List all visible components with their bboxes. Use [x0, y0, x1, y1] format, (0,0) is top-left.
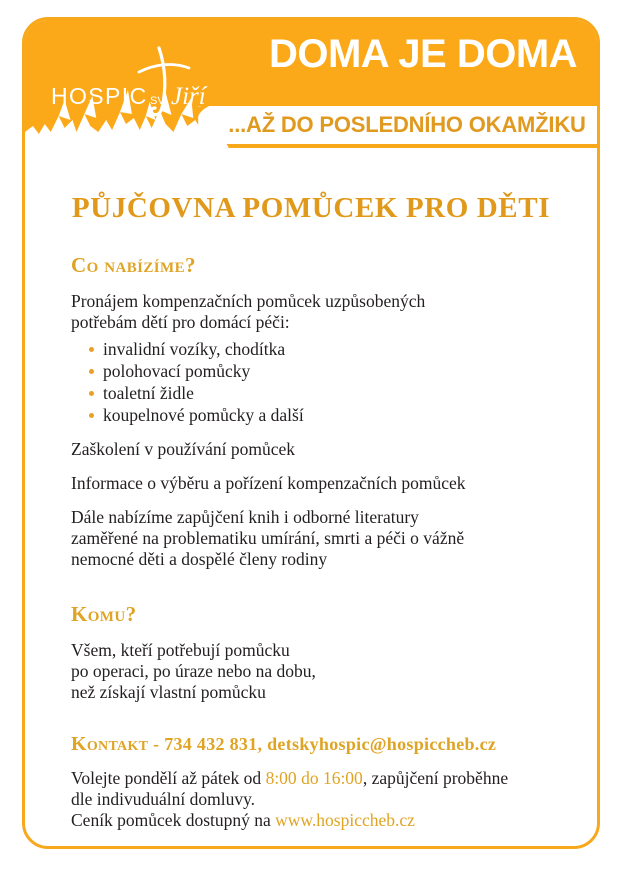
contact-hours-line-2: dle indivuduální domluvy.	[71, 789, 256, 809]
contact-price-prefix: Ceník pomůcek dostupný na	[71, 810, 276, 830]
who-line-1: Všem, kteří potřebují pomůcku	[71, 640, 290, 660]
offer-note-training	[71, 439, 571, 460]
contact-hours-prefix: Volejte pondělí až pátek od	[71, 768, 266, 788]
logo-word: HOSPIC	[51, 83, 148, 109]
who-line-3: než získají vlastní pomůcku	[71, 682, 266, 702]
offer-intro-line-1: Pronájem kompenzačních pomůcek uzpůsobených	[71, 291, 426, 311]
who-line-2: po operaci, po úraze nebo na dobu,	[71, 661, 316, 681]
list-item: toaletní židle	[103, 382, 571, 404]
contact-hours-line-1	[71, 768, 571, 789]
contact-comma: ,	[257, 734, 268, 754]
page-title: PŮJČOVNA POMŮCEK PRO DĚTI	[71, 192, 551, 224]
contact-hours-from: 8:00	[265, 768, 297, 788]
offer-note-info-text: Informace o výběru a pořízení kompenzačních pomůcek	[71, 473, 466, 493]
list-item: polohovací pomůcky	[103, 360, 571, 382]
poster-card	[22, 17, 600, 849]
offer-note-training-text: Zaškolení v používání pomůcek	[71, 439, 296, 459]
contact-website-link[interactable]: www.hospiccheb.cz	[275, 810, 415, 830]
offer-note-library-line-2: zaměřené na problematiku umírání, smrti a péči o vážně	[71, 528, 465, 548]
poster-content	[25, 148, 597, 846]
contact-hours-mid: do	[296, 768, 323, 788]
offer-note-library-line-3: nemocné děti a dospělé členy rodiny	[71, 549, 328, 569]
contact-separator: -	[148, 734, 165, 754]
offer-intro	[71, 291, 571, 333]
contact-price-line	[71, 810, 571, 831]
contact-details	[71, 768, 571, 831]
offer-item-list	[51, 338, 571, 426]
list-item: koupelnové pomůcky a další	[103, 404, 571, 426]
offer-note-library-line-1: Dále nabízíme zapůjčení knih i odborné literatury	[71, 507, 419, 527]
section-heading-offer: Co nabízíme?	[71, 253, 196, 277]
logo-sv: SV.	[150, 95, 167, 107]
poster-header	[25, 20, 597, 148]
contact-label: Kontakt	[71, 733, 149, 755]
offer-intro-line-2: potřebám dětí pro domácí péči:	[71, 312, 290, 332]
header-title: DOMA JE DOMA	[268, 32, 578, 76]
logo-name: Jiří	[171, 83, 206, 110]
contact-hours-to: 16:00	[322, 768, 363, 788]
header-subtitle: ...AŽ DO POSLEDNÍHO OKAMŽIKU	[228, 112, 586, 137]
contact-phone[interactable]: 734 432 831	[164, 734, 258, 754]
who-body	[71, 640, 571, 703]
list-item: invalidní vozíky, chodítka	[103, 338, 571, 360]
contact-hours-suffix: , zapůjčení proběhne	[362, 768, 509, 788]
offer-note-library	[71, 507, 571, 570]
hospic-logo	[47, 42, 227, 120]
section-heading-who: Komu?	[71, 602, 137, 626]
hospic-logo-mark	[47, 42, 227, 120]
section-heading-contact	[71, 733, 571, 756]
contact-email[interactable]: detskyhospic@hospiccheb.cz	[267, 734, 497, 754]
offer-note-info	[71, 473, 571, 494]
